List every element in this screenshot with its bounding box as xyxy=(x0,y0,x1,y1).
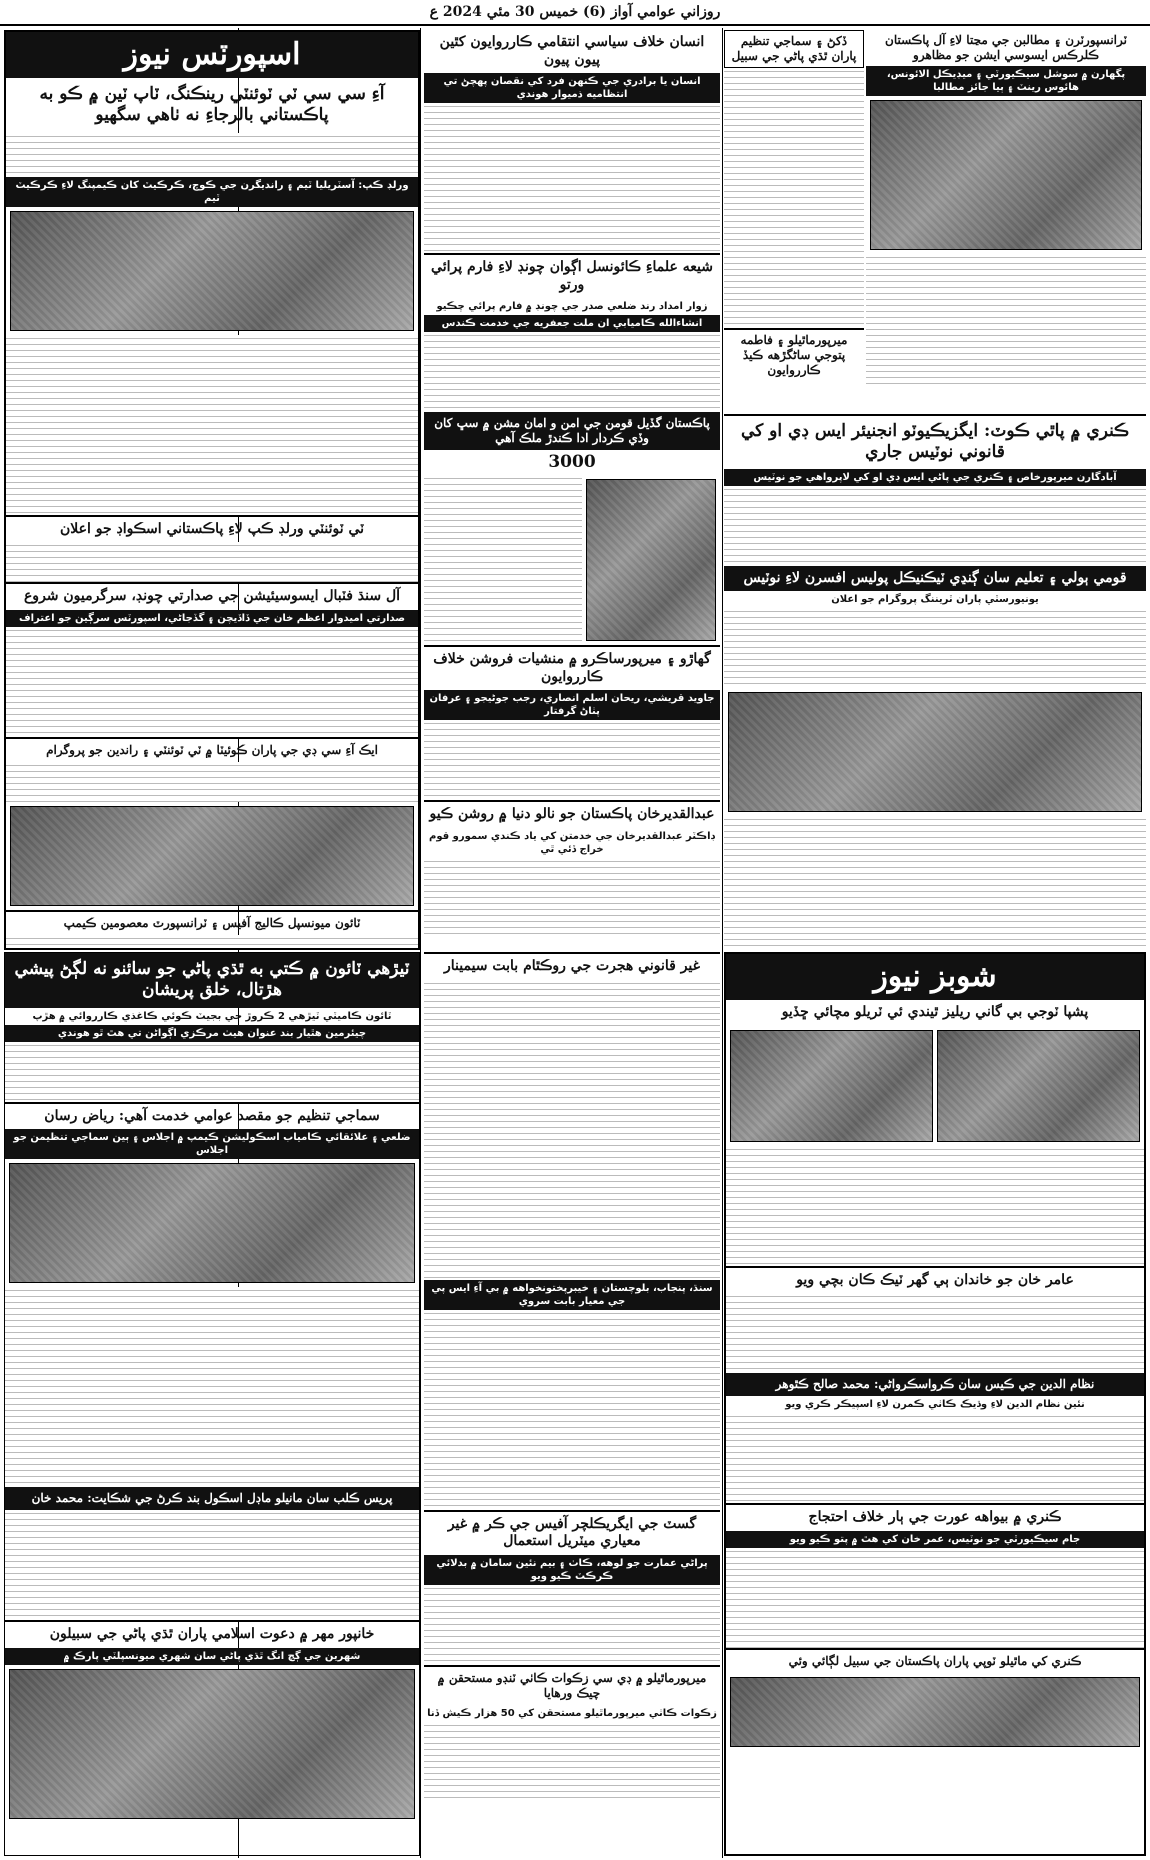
col5-h1-body xyxy=(866,254,1146,384)
showbiz-h2: عامر خان جو خاندان ٻي گهر ٽيڪ ڪان بچي ويو xyxy=(726,1266,1144,1294)
col5-h2-body xyxy=(724,486,1146,566)
col3-h2-sub: زوار امداد رند ضلعي صدر جي چونڊ ۾ فارم پرائي چڪيو xyxy=(436,301,708,312)
col3-h1-body xyxy=(424,103,720,253)
col45-mid xyxy=(724,414,1146,950)
sports-lead-text xyxy=(6,133,418,177)
sports-story5-body xyxy=(6,935,418,951)
col5-h1-sub: پگهارن ۾ سوشل سيڪيورٽي ۽ ميڊيڪل الائونس، هائوس رينٽ ۽ ٻيا جائز مطالبا xyxy=(866,66,1146,96)
col3-h1: انسان خلاف سياسي انتقامي ڪارروايون کٿين پيون پيون xyxy=(439,34,705,68)
showbiz-h1: پشپا ٽوجي بي گاني ريليز ٿيندي ئي ٽريلو مچائي ڇڏيو xyxy=(781,1004,1089,1020)
showbiz-h4-body xyxy=(726,1548,1144,1648)
col3-h3-body xyxy=(424,475,582,645)
col12-bottom xyxy=(4,952,420,1856)
sports-story3-headline: آل سنڌ فٽبال ايسوسيئيشن جي صدارتي چونڊ، سرگرميون شروع xyxy=(6,582,418,610)
sports-story3-body xyxy=(6,627,418,737)
col12-h1-body xyxy=(5,1042,419,1102)
col3b-h1: غير قانوني هجرت جي روڪٿام بابت سيمينار xyxy=(444,958,700,974)
col4-top xyxy=(724,30,864,410)
col3b-h1-sub: سنڌ، پنجاب، بلوچستان ۽ خيبرپختونخواهه ۾ بي آءِ ايس پي جي معيار بابت سروي xyxy=(424,1280,720,1310)
showbiz-band: شوبز نيوز xyxy=(726,954,1144,1000)
col12-h1-sub2: چيئرمين هٿيار بند عنوان هيٺ مرڪزي اڳواڻن تي هٿ ٿو هوندي xyxy=(5,1025,419,1042)
col3-h3-badge: 3000 xyxy=(548,452,596,472)
sports-band: اسپورٽس نيوز xyxy=(6,32,418,78)
col4-box1: ڏکڻ ۽ سماجي تنظيم پاران ٿڌي پاڻي جي سبيل xyxy=(724,30,864,68)
col12-h3: پريس ڪلب سان مانيلو ماڊل اسڪول بند ڪرڻ جي شڪايت: محمد خان xyxy=(5,1487,419,1510)
col3-h5: عبدالقديرخان پاڪستان جو نالو دنيا ۾ روشن ڪيو xyxy=(424,800,720,828)
col12-meeting-photo xyxy=(9,1163,415,1283)
showbiz-h3: نظام الدين جي ڪيس سان ڪرواسڪرواڻي: محمد صالح ڪٿوهر xyxy=(726,1373,1144,1396)
sports-lead-photo xyxy=(10,211,414,331)
col5-h3-sub: يونيورسٽي پاران ٽريننگ پروگرام جو اعلان xyxy=(831,594,1039,605)
col3-h1-sub: انسان يا برادري جي ڪنهن فرد کي نقصان پهچڻ تي انتظاميه ذميوار هوندي xyxy=(424,73,720,103)
col12-h2-body xyxy=(5,1287,419,1487)
col3b-h3-body xyxy=(424,1722,720,1802)
sports-story4-headline: ايڪ آءِ سي ڊي جي پاران ڪوئيٽا ۾ ٽي ٽوئنٽي ۽ راندين جو پروگرام xyxy=(6,737,418,762)
col5-protest-photo xyxy=(870,100,1142,250)
sports-story5-headline: ٽائون ميونسپل ڪاليج آفيس ۽ ٽرانسپورٽ معصومين ڪيمپ xyxy=(6,910,418,935)
sports-lead-sub: ورلڊ ڪپ: آسٽريليا ٽيم ۽ رانديگرن جي ڪوچ، ڪرڪيٽ کان ڪيمپنگ لاءِ ڪرڪيٽ ٽيم xyxy=(6,177,418,207)
col12-h4-sub: شهرين جي ڳچ انگ ٿڌي پاڻي سان شهري ميونسپلٽي پارڪ ۾ xyxy=(5,1648,419,1665)
col3-h2-sub2: انشاءالله ڪاميابي ان ملت جعفريه جي خدمت ڪندس xyxy=(424,315,720,332)
page-masthead: روزاني عوامي آواز (6) خميس 30 مئي 2024 ع xyxy=(0,0,1150,26)
col12-h1: ٽيڙهي ٽائون ۾ ڪتي به ٿڌي پاڻي جو سائنو نه لڳڻ پيشي هڙتال، خلق پريشان xyxy=(5,953,419,1008)
sports-story2-headline: ٽي ٽوئنٽي ورلڊ ڪپ لاءِ پاڪستاني اسڪواڊ جو اعلان xyxy=(6,515,418,543)
col3b-h1-body xyxy=(424,980,720,1280)
col5-top xyxy=(866,30,1146,410)
column-rule xyxy=(420,28,421,1858)
sports-lead-body xyxy=(6,335,418,515)
col4-box1-body xyxy=(724,68,864,328)
col3-h2: شيعه علماءِ ڪائونسل اڳوان چونڊ لاءِ فارم پرائي ورتو xyxy=(424,253,720,298)
showbiz-pushpa-photo-1 xyxy=(937,1030,1140,1142)
col3-h2-body xyxy=(424,332,720,412)
showbiz-h1-body xyxy=(726,1146,1144,1266)
col12-h2: سماجي تنظيم جو مقصد عوامي خدمت آهي: رياض رسان xyxy=(5,1102,419,1130)
showbiz-h4-sub: جام سيڪيورٽي جو نوٽيس، عمر خان کي هٿ ۾ پتو ڪيو ويو xyxy=(726,1531,1144,1548)
col5-h3: قومي ٻولي ۽ تعليم سان ڳنڍي ٽيڪنيڪل پوليس افسرن لاءِ نوٽيس xyxy=(724,566,1146,592)
col3b-h3: ميرپورماٿيلو ۾ ڊي سي زڪوات ڪاٺي ٽنڊو مستحقن ۾ چيڪ ورهايا xyxy=(424,1665,720,1705)
col12-h2-sub: ضلعي ۽ علائقائي ڪامياب اسڪوليشن ڪيمپ ۾ اجلاس ۽ ٻين سماجي تنظيمن جو اجلاس xyxy=(5,1129,419,1159)
col3b-h2-sub: پراڻي عمارت جو لوهه، ڪاٺ ۽ بيم نئين سامان ۾ بدلائي ڪرڪٽ ڪيو ويو xyxy=(424,1555,720,1585)
col3-officer-photo xyxy=(586,479,716,641)
col12-h4: خانپور مهر ۾ دعوت اسلامي پاران ٿڌي پاڻي جي سبيلون xyxy=(5,1620,419,1648)
col5-h1: ٽرانسپورٽرن ۽ مطالبن جي مڃتا لاءِ آل پاڪستان ڪلرڪس ايسوسي ايشن جو مظاهرو xyxy=(885,33,1127,62)
sports-lead-headline: آءِ سي سي ٽي ٽوئنٽي رينڪنگ، ٽاپ ٽين ۾ ڪو به پاڪستاني بالرجاءِ نه ٺاهي سگهيو xyxy=(39,84,385,126)
showbiz-pushpa-photo-2 xyxy=(730,1030,933,1142)
sports-story2-body xyxy=(6,542,418,582)
col3-top xyxy=(424,30,720,950)
col3b-h3-sub: زڪوات ڪاٺي ميرپورماٿيلو مستحقن کي 50 هزار ڪيش ڏنا xyxy=(427,1707,717,1719)
showbiz-h3-body xyxy=(726,1413,1144,1503)
col5-h2-sub: آبادگارن ميرپورخاص ۽ ڪنري جي پاڻي ايس ڊي او کي لاپرواهي جو نوٽيس xyxy=(724,469,1146,486)
showbiz-bottom-photo xyxy=(730,1677,1140,1747)
col3-h4-sub: جاويد قريشي، ريحان اسلم انصاري، رجب جوڻيجو ۽ عرفان پٺاڻ گرفتار xyxy=(424,690,720,720)
col5-h2: ڪنري ۾ پاٿي ڪوٽ: ايگزيڪيوٽو انجنيئر ايس ڊي او کي قانوني نوٽيس جاري xyxy=(724,414,1146,469)
col3b-h1-body2 xyxy=(424,1310,720,1510)
col12-h1-sub: ٽائون ڪاميٽي ٽيڙهي 2 ڪروڙ جي بجيٽ ڪوئي ڪاغذي ڪارروائي ۾ هڙپ xyxy=(32,1010,392,1022)
showbiz-h3-sub: نئين نظام الدين لاءِ وڌيڪ ڪاٺي ڪمرن لاءِ اسپيڪر ڪري ويو xyxy=(785,1399,1085,1410)
col3-h4-body xyxy=(424,720,720,800)
col3-bottom xyxy=(424,952,720,1856)
col3b-h2: گسٽ جي ايگريڪلچر آفيس جي ڪر ۾ غير معياري ميٽريل استعمال xyxy=(424,1510,720,1555)
showbiz-h4: ڪنري ۾ بيواهه عورت جي ٻار خلاف احتجاج xyxy=(726,1503,1144,1531)
col12-h3-body xyxy=(5,1510,419,1620)
col5-h3-body xyxy=(724,608,1146,688)
col3-h5-sub: ڊاڪٽر عبدالقديرخان جي خدمتن کي ياد ڪندي سمورو قوم خراج ڏئي ٿي xyxy=(429,830,715,855)
col4-h1: ميرپورماٿيلو ۽ فاطمه پتوجي ساڻگڙهه ڪيڏ ڪارروايون xyxy=(724,328,864,381)
col3-h4: گهاڙو ۽ ميرپورساڪرو ۾ منشيات فروشن خلاف ڪارروايون xyxy=(424,645,720,690)
showbiz-h2-body xyxy=(726,1293,1144,1373)
showbiz-section xyxy=(724,952,1146,1856)
sports-story4-body xyxy=(6,762,418,802)
column-rule xyxy=(722,28,723,1858)
col3-h3: پاڪستان گڏيل قومن جي امن و امان مشن ۾ سڀ کان وڏي ڪردار ادا ڪندڙ ملڪ آهي xyxy=(424,412,720,450)
sports-section xyxy=(4,30,420,950)
sports-story3-sub: صدارتي اميدوار اعظم خان جي ڏاڏيچن ۽ گڏجاڻي، اسپورٽس سرڳين جو اعتراف xyxy=(6,610,418,627)
col5-meeting-body xyxy=(724,816,1146,950)
col5-meeting-photo xyxy=(728,692,1142,812)
col12-sabeel-photo xyxy=(9,1669,415,1819)
col3-h5-body xyxy=(424,858,720,938)
sports-photo-meeting xyxy=(10,806,414,906)
col3b-h2-body xyxy=(424,1585,720,1665)
showbiz-h5: ڪنري کي ماٿيلو ٽوپي پاران پاڪستان جي سبيل لڳائي وئي xyxy=(726,1648,1144,1673)
